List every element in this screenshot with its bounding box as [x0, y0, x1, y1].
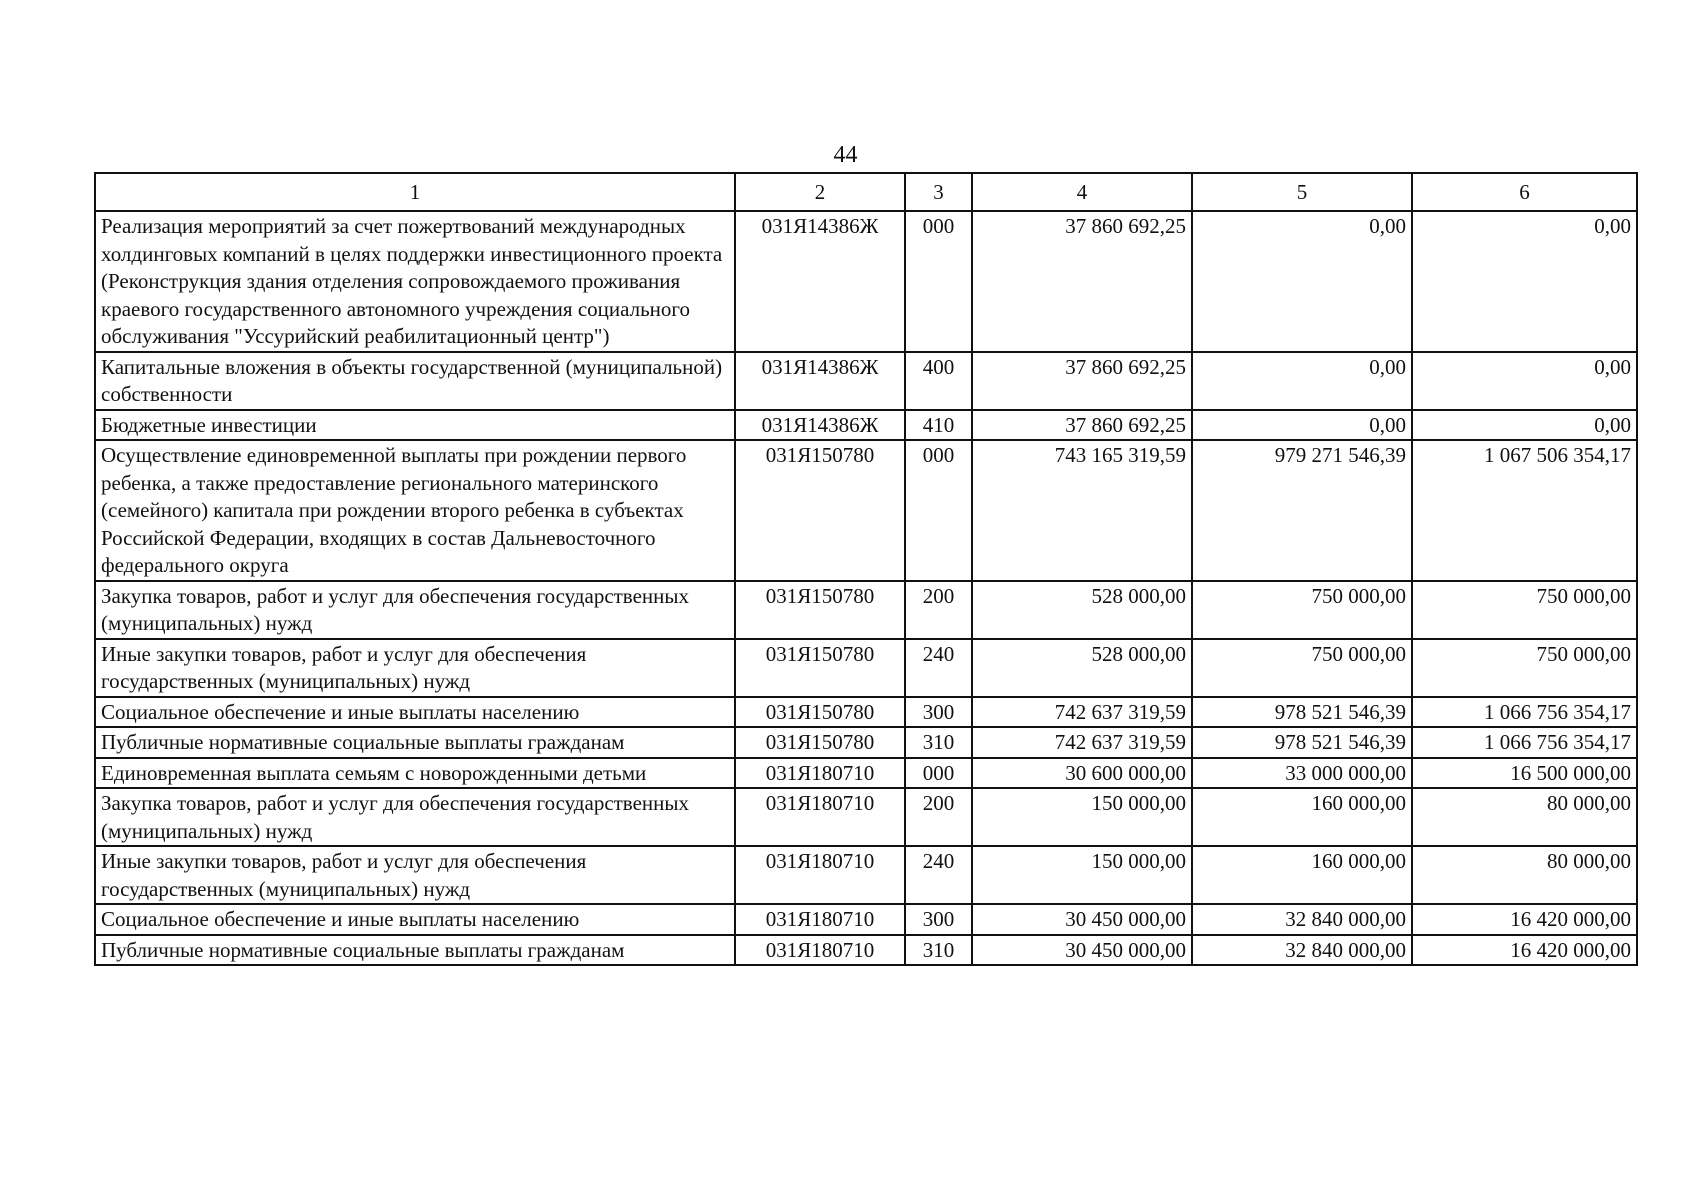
table-row — [95, 639, 1637, 697]
row-expense-type: 410 — [905, 410, 972, 441]
row-amount-col4: 30 450 000,00 — [972, 935, 1192, 966]
page-number: 44 — [833, 142, 858, 168]
column-header-6: 6 — [1412, 173, 1637, 211]
row-amount-col4: 743 165 319,59 — [972, 440, 1192, 581]
row-target-code: 031Я150780 — [735, 440, 905, 581]
row-target-code: 031Я180710 — [735, 935, 905, 966]
row-name: Публичные нормативные социальные выплаты гражданам — [95, 935, 735, 966]
row-amount-col5: 160 000,00 — [1192, 788, 1412, 846]
row-amount-col4: 150 000,00 — [972, 788, 1192, 846]
row-amount-col4: 150 000,00 — [972, 846, 1192, 904]
row-amount-col5: 978 521 546,39 — [1192, 727, 1412, 758]
row-expense-type: 300 — [905, 697, 972, 728]
table-row — [95, 697, 1637, 728]
row-amount-col6: 16 420 000,00 — [1412, 904, 1637, 935]
row-name: Капитальные вложения в объекты государственной (муниципальной) собственности — [95, 352, 735, 410]
row-expense-type: 000 — [905, 211, 972, 352]
row-name: Единовременная выплата семьям с новорожденными детьми — [95, 758, 735, 789]
row-amount-col5: 0,00 — [1192, 352, 1412, 410]
column-header-4: 4 — [972, 173, 1192, 211]
row-target-code: 031Я180710 — [735, 758, 905, 789]
row-amount-col4: 742 637 319,59 — [972, 727, 1192, 758]
row-target-code: 031Я14386Ж — [735, 211, 905, 352]
header-row — [95, 173, 1637, 211]
row-amount-col4: 37 860 692,25 — [972, 410, 1192, 441]
table-body — [95, 211, 1637, 965]
row-target-code: 031Я150780 — [735, 581, 905, 639]
row-amount-col5: 750 000,00 — [1192, 639, 1412, 697]
table-row — [95, 904, 1637, 935]
row-amount-col4: 37 860 692,25 — [972, 352, 1192, 410]
row-name: Реализация мероприятий за счет пожертвований международных холдинговых компаний в целях поддержки инвестиционного проекта (Реконструкция здания отделения сопровождаемого проживания краевого государственного автономного учреждения социального обслуживания "Уссурийский реабилитационный центр") — [95, 211, 735, 352]
table-row — [95, 935, 1637, 966]
row-target-code: 031Я180710 — [735, 904, 905, 935]
row-amount-col5: 0,00 — [1192, 211, 1412, 352]
row-amount-col5: 32 840 000,00 — [1192, 935, 1412, 966]
row-amount-col6: 0,00 — [1412, 211, 1637, 352]
row-amount-col5: 750 000,00 — [1192, 581, 1412, 639]
table-row — [95, 410, 1637, 441]
row-amount-col6: 1 066 756 354,17 — [1412, 697, 1637, 728]
table-header — [95, 173, 1637, 211]
row-name: Социальное обеспечение и иные выплаты населению — [95, 697, 735, 728]
row-amount-col6: 16 420 000,00 — [1412, 935, 1637, 966]
row-expense-type: 400 — [905, 352, 972, 410]
row-target-code: 031Я150780 — [735, 697, 905, 728]
row-name: Закупка товаров, работ и услуг для обеспечения государственных (муниципальных) нужд — [95, 788, 735, 846]
row-amount-col4: 528 000,00 — [972, 581, 1192, 639]
table-row — [95, 758, 1637, 789]
row-amount-col6: 0,00 — [1412, 352, 1637, 410]
table-row — [95, 352, 1637, 410]
row-amount-col5: 978 521 546,39 — [1192, 697, 1412, 728]
row-name: Иные закупки товаров, работ и услуг для обеспечения государственных (муниципальных) нужд — [95, 639, 735, 697]
column-header-5: 5 — [1192, 173, 1412, 211]
row-amount-col6: 0,00 — [1412, 410, 1637, 441]
row-amount-col6: 1 067 506 354,17 — [1412, 440, 1637, 581]
row-target-code: 031Я14386Ж — [735, 352, 905, 410]
row-target-code: 031Я180710 — [735, 846, 905, 904]
row-expense-type: 240 — [905, 846, 972, 904]
row-expense-type: 000 — [905, 758, 972, 789]
row-amount-col4: 30 600 000,00 — [972, 758, 1192, 789]
table-row — [95, 211, 1637, 352]
row-name: Социальное обеспечение и иные выплаты населению — [95, 904, 735, 935]
row-expense-type: 200 — [905, 788, 972, 846]
table-row — [95, 846, 1637, 904]
row-expense-type: 200 — [905, 581, 972, 639]
table-row — [95, 727, 1637, 758]
row-expense-type: 310 — [905, 727, 972, 758]
table-row — [95, 581, 1637, 639]
row-amount-col6: 1 066 756 354,17 — [1412, 727, 1637, 758]
row-amount-col4: 37 860 692,25 — [972, 211, 1192, 352]
column-header-1: 1 — [95, 173, 735, 211]
row-expense-type: 310 — [905, 935, 972, 966]
row-target-code: 031Я180710 — [735, 788, 905, 846]
row-amount-col4: 742 637 319,59 — [972, 697, 1192, 728]
row-amount-col5: 0,00 — [1192, 410, 1412, 441]
row-target-code: 031Я150780 — [735, 639, 905, 697]
row-amount-col4: 528 000,00 — [972, 639, 1192, 697]
row-name: Бюджетные инвестиции — [95, 410, 735, 441]
row-amount-col6: 80 000,00 — [1412, 846, 1637, 904]
row-name: Закупка товаров, работ и услуг для обеспечения государственных (муниципальных) нужд — [95, 581, 735, 639]
row-amount-col6: 80 000,00 — [1412, 788, 1637, 846]
row-name: Осуществление единовременной выплаты при рождении первого ребенка, а также предоставление регионального материнского (семейного) капитала при рождении второго ребенка в субъектах Российской Федерации, входящих в состав Дальневосточного федерального округа — [95, 440, 735, 581]
row-amount-col5: 33 000 000,00 — [1192, 758, 1412, 789]
row-name: Иные закупки товаров, работ и услуг для обеспечения государственных (муниципальных) нужд — [95, 846, 735, 904]
column-header-3: 3 — [905, 173, 972, 211]
row-expense-type: 000 — [905, 440, 972, 581]
row-name: Публичные нормативные социальные выплаты гражданам — [95, 727, 735, 758]
table-row — [95, 788, 1637, 846]
row-expense-type: 300 — [905, 904, 972, 935]
column-header-2: 2 — [735, 173, 905, 211]
row-amount-col6: 750 000,00 — [1412, 581, 1637, 639]
row-amount-col5: 160 000,00 — [1192, 846, 1412, 904]
row-target-code: 031Я14386Ж — [735, 410, 905, 441]
table-row — [95, 440, 1637, 581]
row-target-code: 031Я150780 — [735, 727, 905, 758]
row-expense-type: 240 — [905, 639, 972, 697]
budget-table — [94, 172, 1638, 966]
row-amount-col5: 32 840 000,00 — [1192, 904, 1412, 935]
row-amount-col5: 979 271 546,39 — [1192, 440, 1412, 581]
row-amount-col6: 16 500 000,00 — [1412, 758, 1637, 789]
row-amount-col6: 750 000,00 — [1412, 639, 1637, 697]
row-amount-col4: 30 450 000,00 — [972, 904, 1192, 935]
